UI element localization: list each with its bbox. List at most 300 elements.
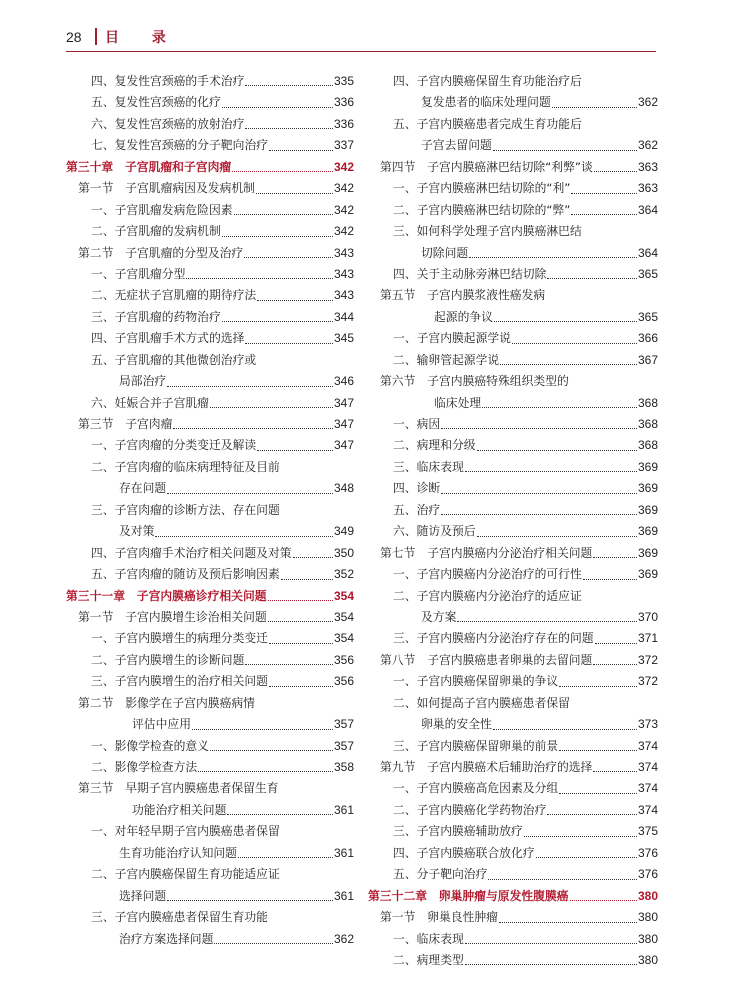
toc-page-number: 374 (637, 802, 658, 817)
toc-entry-section (66, 607, 354, 628)
toc-entry-text: 七、复发性宫颈癌的分子靶向治疗 (91, 138, 268, 153)
dot-leader (222, 236, 333, 237)
toc-entry-text: 第六节 子宫内膜癌特殊组织类型的 (380, 374, 569, 389)
toc-page-number: 347 (333, 417, 354, 431)
dot-leader (192, 729, 333, 730)
dot-leader (593, 771, 637, 772)
toc-page-number: 354 (333, 631, 354, 646)
dot-leader (465, 943, 637, 944)
dot-leader (512, 343, 637, 344)
toc-page-number: 342 (333, 159, 354, 174)
toc-entry-text: 一、子宫肌瘤分型 (91, 266, 186, 281)
toc-page-number: 368 (637, 417, 658, 431)
toc-entry-section (368, 285, 658, 306)
toc-entry-item (368, 950, 658, 971)
toc-page-number: 361 (333, 802, 354, 817)
toc-entry-text: 第七节 子宫内膜癌内分泌治疗相关问题 (380, 545, 593, 560)
toc-entry-text: 四、子宫内膜癌保留生育功能治疗后 (393, 74, 582, 88)
header-title: 目 录 (105, 30, 180, 46)
toc-entry-cont-item (66, 843, 354, 864)
page-header (66, 26, 656, 50)
toc-entry-text: 四、诊断 (393, 481, 441, 496)
toc-page-number: 380 (637, 931, 658, 946)
toc-page-number: 362 (333, 931, 354, 946)
dot-leader (571, 214, 637, 215)
dot-leader (281, 579, 333, 580)
toc-entry-text: 一、对年轻早期子宫内膜癌患者保留 (91, 824, 280, 839)
toc-entry-item (368, 478, 658, 499)
toc-entry-item (66, 564, 354, 585)
toc-entry-text: 四、子宫肉瘤手术治疗相关问题及对策 (91, 545, 292, 560)
dot-leader (493, 729, 637, 730)
toc-entry-item (368, 564, 658, 585)
toc-entry-item (368, 864, 658, 885)
toc-entry-section (66, 693, 354, 714)
toc-entry-text: 二、无症状子宫肌瘤的期待疗法 (91, 288, 257, 303)
toc-entry-text: 第九节 子宫内膜癌术后辅助治疗的选择 (380, 760, 593, 774)
toc-entry-cont-item (368, 92, 658, 113)
toc-entry-cont-section (66, 800, 354, 821)
toc-page-number: 361 (333, 888, 354, 903)
toc-entry-text: 第二节 影像学在子宫内膜癌病情 (78, 695, 255, 710)
dot-leader (465, 964, 637, 965)
toc-entry-text: 二、病理和分级 (393, 438, 476, 453)
toc-entry-text: 三、子宫肌瘤的药物治疗 (91, 309, 221, 324)
toc-page-number: 376 (637, 845, 658, 860)
toc-page-number: 371 (637, 631, 658, 646)
dot-leader (222, 321, 333, 322)
toc-entry-text: 六、随访及预后 (393, 524, 476, 539)
toc-entry-text: 三、子宫肉瘤的诊断方法、存在问题 (91, 502, 280, 517)
toc-entry-text: 二、子宫内膜癌化学药物治疗 (393, 802, 547, 817)
toc-entry-text: 第三节 早期子宫内膜癌患者保留生育 (78, 781, 279, 796)
toc-entry-item (66, 264, 354, 285)
dot-leader (173, 428, 333, 429)
toc-entry-item (368, 264, 658, 285)
toc-page-number: 369 (637, 502, 658, 517)
toc-entry-text: 功能治疗相关问题 (132, 802, 227, 817)
toc-page-number: 376 (637, 867, 658, 882)
toc-entry-section (66, 243, 354, 264)
toc-entry-text: 局部治疗 (119, 374, 167, 389)
toc-page-number: 372 (637, 652, 658, 667)
toc-entry-text: 二、子宫内膜癌保留生育功能适应证 (91, 867, 280, 882)
toc-entry-text: 复发患者的临床处理问题 (421, 95, 551, 110)
page-number: 28 (66, 29, 82, 45)
toc-entry-text: 二、子宫内膜增生的诊断问题 (91, 652, 245, 667)
dot-leader (256, 193, 333, 194)
toc-entry-cont-section (368, 307, 658, 328)
dot-leader (268, 600, 333, 601)
toc-entry-text: 第三十一章 子宫内膜癌诊疗相关问题 (66, 588, 267, 603)
toc-entry-text: 子宫去留问题 (421, 138, 492, 153)
dot-leader (559, 793, 637, 794)
dot-leader (167, 900, 333, 901)
toc-entry-text: 一、临床表现 (393, 931, 464, 946)
toc-page-number: 356 (333, 674, 354, 689)
toc-page-number: 363 (637, 181, 658, 196)
toc-page-number: 335 (333, 74, 354, 88)
toc-page-number: 380 (637, 888, 658, 903)
dot-leader (477, 450, 637, 451)
toc-entry-text: 一、子宫内膜癌内分泌治疗的可行性 (393, 567, 582, 582)
toc-page-number: 357 (333, 717, 354, 732)
toc-entry-text: 三、子宫内膜增生的治疗相关问题 (91, 674, 268, 689)
toc-page-number: 346 (333, 374, 354, 389)
dot-leader (244, 257, 333, 258)
toc-entry-text: 切除问题 (421, 245, 469, 260)
toc-entry-item (368, 328, 658, 349)
toc-entry-text: 三、子宫内膜癌辅助放疗 (393, 824, 523, 839)
toc-entry-text: 第四节 子宫内膜癌淋巴结切除“利弊”谈 (380, 159, 593, 174)
toc-entry-item (66, 393, 354, 414)
dot-leader (499, 922, 637, 923)
toc-entry-text: 一、影像学检查的意义 (91, 738, 209, 753)
toc-page-number: 342 (333, 181, 354, 196)
toc-page-number: 369 (637, 524, 658, 539)
toc-entry-item (368, 521, 658, 542)
dot-leader (441, 428, 637, 429)
toc-page-number: 364 (637, 245, 658, 260)
toc-entry-item (66, 285, 354, 306)
dot-leader (559, 686, 637, 687)
toc-page-number: 367 (637, 352, 658, 367)
dot-leader (583, 579, 637, 580)
toc-entry-item (368, 693, 658, 714)
toc-entry-text: 第三十二章 卵巢肿瘤与原发性腹膜癌 (368, 888, 569, 903)
dot-leader (245, 664, 333, 665)
dot-leader (186, 278, 333, 279)
toc-entry-item (368, 414, 658, 435)
toc-page-number: 337 (333, 138, 354, 153)
toc-page-number: 374 (637, 781, 658, 796)
toc-entry-text: 临床处理 (434, 395, 482, 410)
dot-leader (441, 493, 637, 494)
dot-leader (210, 750, 333, 751)
dot-leader (245, 128, 333, 129)
dot-leader (488, 879, 637, 880)
toc-entry-text: 四、子宫内膜癌联合放化疗 (393, 845, 535, 860)
toc-entry-chapter (66, 157, 354, 178)
toc-entry-text: 一、子宫内膜癌淋巴结切除的“利” (393, 181, 571, 196)
toc-entry-text: 第八节 子宫内膜癌患者卵巢的去留问题 (380, 652, 593, 667)
toc-entry-text: 二、影像学检查方法 (91, 760, 198, 774)
toc-entry-item (66, 543, 354, 564)
toc-page-number: 349 (333, 524, 354, 539)
toc-entry-text: 六、妊娠合并子宫肌瘤 (91, 395, 209, 410)
dot-leader (268, 621, 333, 622)
toc-entry-cont-item (368, 243, 658, 264)
toc-entry-section (368, 757, 658, 778)
toc-entry-item (368, 457, 658, 478)
toc-entry-text: 一、子宫肉瘤的分类变迁及解读 (91, 438, 257, 453)
dot-leader (238, 857, 333, 858)
dot-leader (536, 857, 637, 858)
dot-leader (167, 386, 333, 387)
toc-entry-cont-item (368, 607, 658, 628)
toc-entry-section (66, 778, 354, 799)
toc-entry-text: 四、关于主动脉旁淋巴结切除 (393, 266, 547, 281)
toc-entry-chapter (66, 586, 354, 607)
toc-entry-text: 第三节 子宫肉瘤 (78, 417, 173, 431)
toc-entry-item (368, 929, 658, 950)
toc-entry-text: 一、子宫内膜起源学说 (393, 331, 511, 346)
toc-entry-item (66, 864, 354, 885)
dot-leader (222, 107, 333, 108)
toc-page-number: 345 (333, 331, 354, 346)
toc-entry-text: 存在问题 (119, 481, 167, 496)
toc-entry-item (368, 221, 658, 242)
toc-entry-item (368, 71, 658, 92)
toc-entry-item (66, 92, 354, 113)
toc-page-number: 354 (333, 609, 354, 624)
toc-entry-item (66, 671, 354, 692)
toc-entry-item (66, 736, 354, 757)
toc-entry-text: 第一节 卵巢良性肿瘤 (380, 910, 498, 925)
toc-entry-item (66, 221, 354, 242)
toc-page-number: 374 (637, 760, 658, 774)
dot-leader (524, 836, 637, 837)
toc-entry-text: 生育功能治疗认知问题 (119, 845, 237, 860)
toc-entry-item (66, 821, 354, 842)
toc-entry-text: 及方案 (421, 609, 457, 624)
toc-entry-item (368, 200, 658, 221)
toc-entry-text: 二、子宫肌瘤的发病机制 (91, 224, 221, 239)
toc-entry-text: 五、子宫内膜癌患者完成生育功能后 (393, 116, 582, 131)
dot-leader (155, 536, 333, 537)
toc-entry-section (368, 907, 658, 928)
toc-entry-text: 五、子宫肉瘤的随访及预后影响因素 (91, 567, 280, 582)
dot-leader (214, 943, 333, 944)
toc-entry-text: 选择问题 (119, 888, 167, 903)
dot-leader (210, 407, 333, 408)
toc-page-number: 350 (333, 545, 354, 560)
toc-page-number: 343 (333, 266, 354, 281)
toc-entry-text: 一、子宫内膜增生的病理分类变迁 (91, 631, 268, 646)
toc-right-column (368, 71, 658, 971)
dot-leader (547, 814, 637, 815)
toc-entry-text: 卵巢的安全性 (421, 717, 492, 732)
toc-entry-cont-item (66, 478, 354, 499)
toc-entry-cont-item (66, 521, 354, 542)
toc-page-number: 343 (333, 245, 354, 260)
toc-page-number: 356 (333, 652, 354, 667)
toc-entry-text: 三、子宫内膜癌内分泌治疗存在的问题 (393, 631, 594, 646)
toc-entry-text: 五、分子靶向治疗 (393, 867, 488, 882)
dot-leader (465, 471, 637, 472)
toc-page-number: 368 (637, 438, 658, 453)
toc-entry-section (368, 157, 658, 178)
toc-page-number: 342 (333, 202, 354, 217)
toc-page-number: 370 (637, 609, 658, 624)
toc-page-number: 380 (637, 910, 658, 925)
toc-entry-text: 二、病理类型 (393, 952, 464, 967)
dot-leader (547, 278, 637, 279)
toc-entry-cont-item (66, 886, 354, 907)
toc-entry-item (66, 907, 354, 928)
toc-entry-item (368, 178, 658, 199)
toc-entry-item (66, 114, 354, 135)
toc-entry-text: 四、复发性宫颈癌的手术治疗 (91, 74, 245, 88)
toc-page-number: 374 (637, 738, 658, 753)
dot-leader (477, 536, 637, 537)
toc-entry-item (368, 435, 658, 456)
toc-entry-text: 一、病因 (393, 417, 441, 431)
toc-page-number: 365 (637, 309, 658, 324)
dot-leader (570, 900, 637, 901)
toc-entry-item (368, 586, 658, 607)
toc-entry-text: 第二节 子宫肌瘤的分型及治疗 (78, 245, 244, 260)
toc-page-number: 336 (333, 116, 354, 131)
toc-entry-text: 治疗方案选择问题 (119, 931, 214, 946)
toc-entry-item (368, 500, 658, 521)
toc-entry-text: 二、子宫肉瘤的临床病理特征及目前 (91, 459, 280, 474)
dot-leader (482, 407, 637, 408)
toc-entry-text: 一、子宫肌瘤发病危险因素 (91, 202, 233, 217)
toc-entry-text: 第五节 子宫内膜浆液性癌发病 (380, 288, 546, 303)
toc-entry-text: 五、复发性宫颈癌的化疗 (91, 95, 221, 110)
dot-leader (559, 750, 637, 751)
dot-leader (245, 85, 333, 86)
toc-page-number: 352 (333, 567, 354, 582)
toc-entry-item (66, 135, 354, 156)
header-divider-bar (95, 28, 97, 45)
toc-entry-text: 三、如何科学处理子宫内膜癌淋巴结 (393, 224, 582, 239)
dot-leader (167, 493, 333, 494)
toc-entry-item (368, 350, 658, 371)
toc-entry-text: 起源的争议 (434, 309, 493, 324)
toc-entry-item (66, 457, 354, 478)
dot-leader (500, 364, 637, 365)
toc-page-number: 362 (637, 138, 658, 153)
dot-leader (198, 771, 333, 772)
toc-entry-text: 第一节 子宫内膜增生诊治相关问题 (78, 609, 267, 624)
toc-page-number: 369 (637, 481, 658, 496)
toc-page-number: 343 (333, 288, 354, 303)
toc-page-number: 369 (637, 545, 658, 560)
dot-leader (232, 171, 333, 172)
toc-entry-cont-item (368, 714, 658, 735)
dot-leader (257, 300, 333, 301)
toc-page-number: 369 (637, 567, 658, 582)
toc-entry-item (66, 307, 354, 328)
dot-leader (571, 193, 637, 194)
toc-page-number: 372 (637, 674, 658, 689)
dot-leader (594, 171, 637, 172)
toc-entry-text: 五、治疗 (393, 502, 441, 517)
toc-page-number: 344 (333, 309, 354, 324)
dot-leader (257, 450, 333, 451)
toc-entry-item (368, 671, 658, 692)
toc-entry-cont-section (368, 393, 658, 414)
toc-entry-section (66, 178, 354, 199)
toc-entry-text: 及对策 (119, 524, 155, 539)
dot-leader (227, 814, 333, 815)
toc-page-number: 342 (333, 224, 354, 239)
toc-entry-cont-section (66, 714, 354, 735)
dot-leader (269, 150, 333, 151)
toc-entry-text: 三、子宫内膜癌患者保留生育功能 (91, 910, 268, 925)
dot-leader (552, 107, 637, 108)
toc-page-number: 368 (637, 395, 658, 410)
toc-entry-text: 二、子宫内膜癌淋巴结切除的“弊” (393, 202, 571, 217)
header-rule (66, 51, 656, 52)
toc-entry-cont-item (368, 135, 658, 156)
toc-entry-text: 二、子宫内膜癌内分泌治疗的适应证 (393, 588, 582, 603)
toc-entry-section (66, 414, 354, 435)
dot-leader (441, 514, 637, 515)
dot-leader (457, 621, 637, 622)
toc-left-column (66, 71, 354, 950)
toc-page-number: 357 (333, 738, 354, 753)
toc-page-number: 364 (637, 202, 658, 217)
toc-page-number: 366 (637, 331, 658, 346)
dot-leader (593, 557, 637, 558)
dot-leader (245, 343, 333, 344)
toc-entry-item (66, 628, 354, 649)
toc-page-number: 380 (637, 952, 658, 967)
dot-leader (269, 686, 333, 687)
toc-entry-item (368, 114, 658, 135)
toc-page-number: 373 (637, 717, 658, 732)
toc-entry-item (66, 500, 354, 521)
dot-leader (593, 664, 637, 665)
dot-leader (234, 214, 333, 215)
toc-page-number: 369 (637, 459, 658, 474)
dot-leader (494, 321, 637, 322)
toc-page-number: 354 (333, 588, 354, 603)
toc-entry-item (368, 778, 658, 799)
toc-entry-section (368, 371, 658, 392)
toc-page-number: 347 (333, 438, 354, 453)
toc-page-number: 363 (637, 159, 658, 174)
toc-entry-item (368, 800, 658, 821)
toc-entry-chapter (368, 886, 658, 907)
toc-entry-text: 评估中应用 (132, 717, 191, 732)
toc-entry-item (66, 650, 354, 671)
toc-entry-text: 三、临床表现 (393, 459, 464, 474)
toc-entry-item (368, 821, 658, 842)
toc-entry-item (368, 843, 658, 864)
toc-entry-section (368, 650, 658, 671)
toc-entry-item (66, 350, 354, 371)
toc-entry-item (66, 200, 354, 221)
toc-page-number: 358 (333, 760, 354, 774)
toc-entry-cont-item (66, 929, 354, 950)
dot-leader (469, 257, 637, 258)
toc-page-number: 336 (333, 95, 354, 110)
toc-page-number: 348 (333, 481, 354, 496)
dot-leader (493, 150, 637, 151)
dot-leader (595, 643, 637, 644)
toc-entry-item (66, 757, 354, 778)
toc-entry-item (368, 628, 658, 649)
toc-entry-text: 一、子宫内膜癌高危因素及分组 (393, 781, 559, 796)
toc-entry-text: 四、子宫肌瘤手术方式的选择 (91, 331, 245, 346)
dot-leader (293, 557, 333, 558)
toc-entry-text: 第一节 子宫肌瘤病因及发病机制 (78, 181, 255, 196)
toc-entry-text: 第三十章 子宫肌瘤和子宫肉瘤 (66, 159, 232, 174)
toc-entry-text: 五、子宫肌瘤的其他微创治疗或 (91, 352, 257, 367)
toc-page-number: 375 (637, 824, 658, 839)
toc-entry-cont-item (66, 371, 354, 392)
toc-entry-item (66, 435, 354, 456)
toc-page-number: 365 (637, 266, 658, 281)
toc-entry-text: 二、输卵管起源学说 (393, 352, 500, 367)
toc-entry-text: 三、子宫内膜癌保留卵巢的前景 (393, 738, 559, 753)
toc-entry-item (66, 71, 354, 92)
toc-entry-item (368, 736, 658, 757)
